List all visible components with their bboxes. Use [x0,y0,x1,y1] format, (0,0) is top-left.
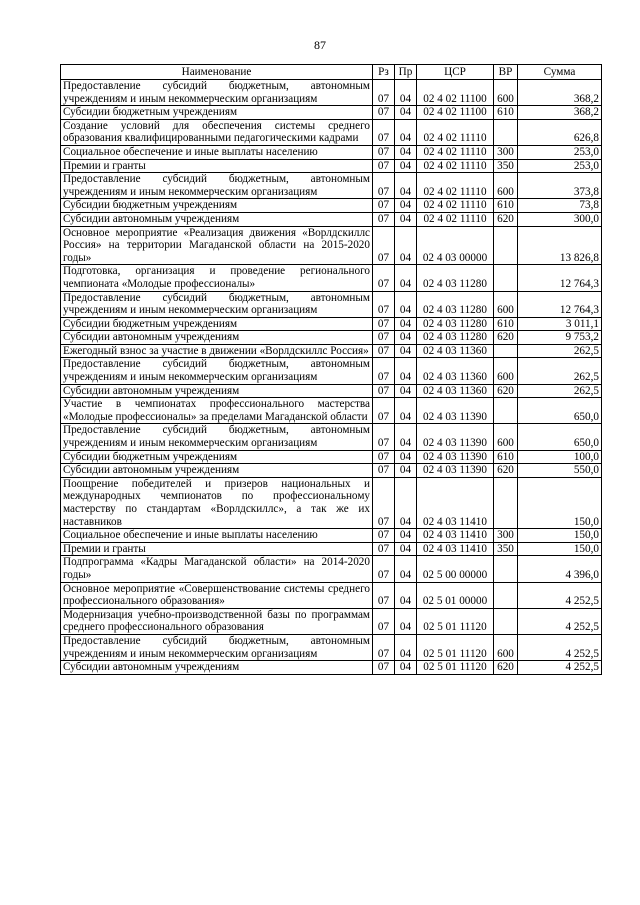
cell-rz: 07 [373,634,395,660]
table-row [61,344,602,358]
table-row [61,199,602,213]
table-row [61,358,602,384]
header-sum: Сумма [518,65,602,80]
cell-vr: 610 [494,317,518,331]
cell-pr: 04 [395,173,417,199]
cell-csr: 02 5 01 11120 [417,608,494,634]
cell-sum: 150,0 [518,477,602,528]
cell-pr: 04 [395,331,417,345]
cell-rz: 07 [373,661,395,675]
cell-vr: 600 [494,424,518,450]
cell-csr: 02 4 02 11110 [417,199,494,213]
cell-pr: 04 [395,119,417,145]
cell-csr: 02 4 02 11100 [417,106,494,120]
cell-csr: 02 4 02 11110 [417,159,494,173]
cell-pr: 04 [395,265,417,291]
cell-csr: 02 4 03 11410 [417,529,494,543]
cell-pr: 04 [395,529,417,543]
cell-csr: 02 4 02 11100 [417,80,494,106]
cell-rz: 07 [373,265,395,291]
table-row [61,661,602,675]
cell-sum: 368,2 [518,80,602,106]
cell-vr: 610 [494,106,518,120]
page-number: 87 [314,38,326,52]
cell-vr: 600 [494,291,518,317]
cell-vr [494,119,518,145]
cell-sum: 4 252,5 [518,661,602,675]
cell-vr [494,344,518,358]
cell-vr: 350 [494,542,518,556]
cell-sum: 262,5 [518,358,602,384]
cell-csr: 02 4 03 11410 [417,477,494,528]
cell-vr: 620 [494,212,518,226]
cell-pr: 04 [395,384,417,398]
cell-name: Ежегодный взнос за участие в движении «Ворлдскиллс Россия» [61,344,373,358]
cell-vr [494,398,518,424]
cell-pr: 04 [395,226,417,265]
cell-csr: 02 4 02 11110 [417,119,494,145]
cell-csr: 02 4 03 11280 [417,331,494,345]
cell-name: Субсидии бюджетным учреждениям [61,317,373,331]
cell-rz: 07 [373,344,395,358]
cell-pr: 04 [395,398,417,424]
cell-name: Создание условий для обеспечения системы среднего образования квалифицированными педагогическими кадрами [61,119,373,145]
cell-vr: 620 [494,464,518,478]
table-row [61,542,602,556]
cell-name: Подготовка, организация и проведение регионального чемпионата «Молодые профессионалы» [61,265,373,291]
cell-name: Субсидии бюджетным учреждениям [61,106,373,120]
cell-csr: 02 4 03 11390 [417,424,494,450]
cell-name: Субсидии автономным учреждениям [61,212,373,226]
cell-sum: 13 826,8 [518,226,602,265]
table-row [61,265,602,291]
header-name: Наименование [61,65,373,80]
cell-csr: 02 4 03 11360 [417,358,494,384]
cell-name: Основное мероприятие «Совершенствование системы среднего профессионального образования» [61,582,373,608]
table-row [61,424,602,450]
table-row [61,608,602,634]
table-body [61,80,602,675]
cell-name: Премии и гранты [61,542,373,556]
cell-pr: 04 [395,661,417,675]
table-row [61,119,602,145]
cell-pr: 04 [395,317,417,331]
table-row [61,80,602,106]
cell-rz: 07 [373,173,395,199]
cell-rz: 07 [373,542,395,556]
cell-name: Субсидии автономным учреждениям [61,464,373,478]
cell-sum: 550,0 [518,464,602,478]
cell-pr: 04 [395,556,417,582]
cell-name: Субсидии автономным учреждениям [61,661,373,675]
cell-vr [494,582,518,608]
cell-pr: 04 [395,608,417,634]
cell-csr: 02 4 03 11410 [417,542,494,556]
header-rz: Рз [373,65,395,80]
cell-vr: 600 [494,358,518,384]
cell-rz: 07 [373,398,395,424]
cell-name: Предоставление субсидий бюджетным, автономным учреждениям и иным некоммерческим организациям [61,358,373,384]
cell-sum: 262,5 [518,384,602,398]
cell-sum: 12 764,3 [518,265,602,291]
cell-rz: 07 [373,556,395,582]
cell-name: Подпрограмма «Кадры Магаданской области» на 2014-2020 годы» [61,556,373,582]
header-pr: Пр [395,65,417,80]
cell-csr: 02 4 03 11360 [417,384,494,398]
cell-csr: 02 4 03 11390 [417,464,494,478]
cell-name: Предоставление субсидий бюджетным, автономным учреждениям и иным некоммерческим организациям [61,424,373,450]
header-csr: ЦСР [417,65,494,80]
cell-csr: 02 5 00 00000 [417,556,494,582]
cell-vr: 600 [494,80,518,106]
cell-vr [494,608,518,634]
cell-sum: 12 764,3 [518,291,602,317]
cell-rz: 07 [373,145,395,159]
cell-sum: 4 396,0 [518,556,602,582]
cell-name: Участие в чемпионатах профессионального мастерства «Молодые профессионалы» за пределами Магаданской области [61,398,373,424]
table-row [61,384,602,398]
cell-rz: 07 [373,608,395,634]
cell-name: Субсидии бюджетным учреждениям [61,450,373,464]
cell-pr: 04 [395,358,417,384]
table-row [61,317,602,331]
table-header-row [61,65,602,80]
table-row [61,398,602,424]
table-row [61,556,602,582]
cell-vr: 620 [494,661,518,675]
cell-sum: 253,0 [518,159,602,173]
header-vr: ВР [494,65,518,80]
cell-sum: 373,8 [518,173,602,199]
cell-csr: 02 4 03 11280 [417,265,494,291]
cell-vr: 620 [494,331,518,345]
table-row [61,291,602,317]
cell-sum: 300,0 [518,212,602,226]
budget-table [60,64,602,675]
cell-sum: 650,0 [518,424,602,450]
cell-sum: 650,0 [518,398,602,424]
cell-rz: 07 [373,464,395,478]
cell-sum: 9 753,2 [518,331,602,345]
cell-rz: 07 [373,317,395,331]
cell-rz: 07 [373,106,395,120]
cell-vr: 300 [494,145,518,159]
cell-pr: 04 [395,582,417,608]
cell-vr [494,477,518,528]
table-row [61,464,602,478]
cell-name: Субсидии автономным учреждениям [61,331,373,345]
cell-sum: 100,0 [518,450,602,464]
cell-name: Основное мероприятие «Реализация движения «Ворлдскиллс Россия» на территории Магаданской области на 2015-2020 годы» [61,226,373,265]
table-row [61,226,602,265]
cell-name: Субсидии автономным учреждениям [61,384,373,398]
cell-rz: 07 [373,291,395,317]
cell-pr: 04 [395,159,417,173]
cell-name: Премии и гранты [61,159,373,173]
table-row [61,106,602,120]
table-row [61,582,602,608]
cell-csr: 02 5 01 11120 [417,634,494,660]
cell-sum: 262,5 [518,344,602,358]
cell-vr: 600 [494,173,518,199]
cell-pr: 04 [395,464,417,478]
cell-sum: 3 011,1 [518,317,602,331]
cell-pr: 04 [395,212,417,226]
cell-csr: 02 4 03 11390 [417,450,494,464]
cell-sum: 253,0 [518,145,602,159]
cell-csr: 02 5 01 00000 [417,582,494,608]
cell-name: Предоставление субсидий бюджетным, автономным учреждениям и иным некоммерческим организациям [61,173,373,199]
cell-name: Поощрение победителей и призеров национальных и международных чемпионатов по профессиональному мастерству по стандартам «Ворлдскиллс», а так же их наставников [61,477,373,528]
table-row [61,529,602,543]
cell-rz: 07 [373,477,395,528]
cell-rz: 07 [373,119,395,145]
cell-csr: 02 4 02 11110 [417,173,494,199]
cell-vr [494,265,518,291]
cell-csr: 02 4 03 11280 [417,317,494,331]
cell-csr: 02 4 03 11280 [417,291,494,317]
cell-sum: 4 252,5 [518,608,602,634]
cell-rz: 07 [373,331,395,345]
cell-pr: 04 [395,344,417,358]
cell-pr: 04 [395,106,417,120]
cell-vr: 300 [494,529,518,543]
table-row [61,450,602,464]
cell-rz: 07 [373,212,395,226]
cell-name: Предоставление субсидий бюджетным, автономным учреждениям и иным некоммерческим организациям [61,634,373,660]
table-row [61,331,602,345]
cell-vr: 610 [494,450,518,464]
cell-csr: 02 4 03 00000 [417,226,494,265]
cell-pr: 04 [395,634,417,660]
cell-pr: 04 [395,291,417,317]
cell-rz: 07 [373,226,395,265]
cell-rz: 07 [373,450,395,464]
cell-csr: 02 4 02 11110 [417,145,494,159]
cell-vr [494,226,518,265]
table-row [61,634,602,660]
cell-pr: 04 [395,80,417,106]
cell-rz: 07 [373,80,395,106]
cell-rz: 07 [373,424,395,450]
cell-csr: 02 4 03 11360 [417,344,494,358]
table-row [61,477,602,528]
cell-vr: 350 [494,159,518,173]
cell-sum: 368,2 [518,106,602,120]
cell-pr: 04 [395,199,417,213]
cell-pr: 04 [395,145,417,159]
cell-sum: 73,8 [518,199,602,213]
cell-pr: 04 [395,424,417,450]
cell-csr: 02 4 02 11110 [417,212,494,226]
cell-pr: 04 [395,450,417,464]
table-row [61,173,602,199]
table-row [61,159,602,173]
cell-name: Предоставление субсидий бюджетным, автономным учреждениям и иным некоммерческим организациям [61,291,373,317]
cell-name: Субсидии бюджетным учреждениям [61,199,373,213]
cell-pr: 04 [395,477,417,528]
cell-rz: 07 [373,358,395,384]
cell-rz: 07 [373,199,395,213]
cell-rz: 07 [373,529,395,543]
cell-sum: 4 252,5 [518,634,602,660]
cell-pr: 04 [395,542,417,556]
cell-vr: 600 [494,634,518,660]
cell-rz: 07 [373,582,395,608]
cell-csr: 02 4 03 11390 [417,398,494,424]
cell-sum: 626,8 [518,119,602,145]
cell-vr: 610 [494,199,518,213]
table-row [61,212,602,226]
cell-rz: 07 [373,384,395,398]
cell-sum: 150,0 [518,529,602,543]
cell-csr: 02 5 01 11120 [417,661,494,675]
cell-vr: 620 [494,384,518,398]
cell-name: Модернизация учебно-производственной базы по программам среднего профессионального образования [61,608,373,634]
cell-vr [494,556,518,582]
table-row [61,145,602,159]
cell-sum: 4 252,5 [518,582,602,608]
cell-name: Социальное обеспечение и иные выплаты населению [61,529,373,543]
cell-name: Предоставление субсидий бюджетным, автономным учреждениям и иным некоммерческим организациям [61,80,373,106]
cell-name: Социальное обеспечение и иные выплаты населению [61,145,373,159]
cell-rz: 07 [373,159,395,173]
cell-sum: 150,0 [518,542,602,556]
